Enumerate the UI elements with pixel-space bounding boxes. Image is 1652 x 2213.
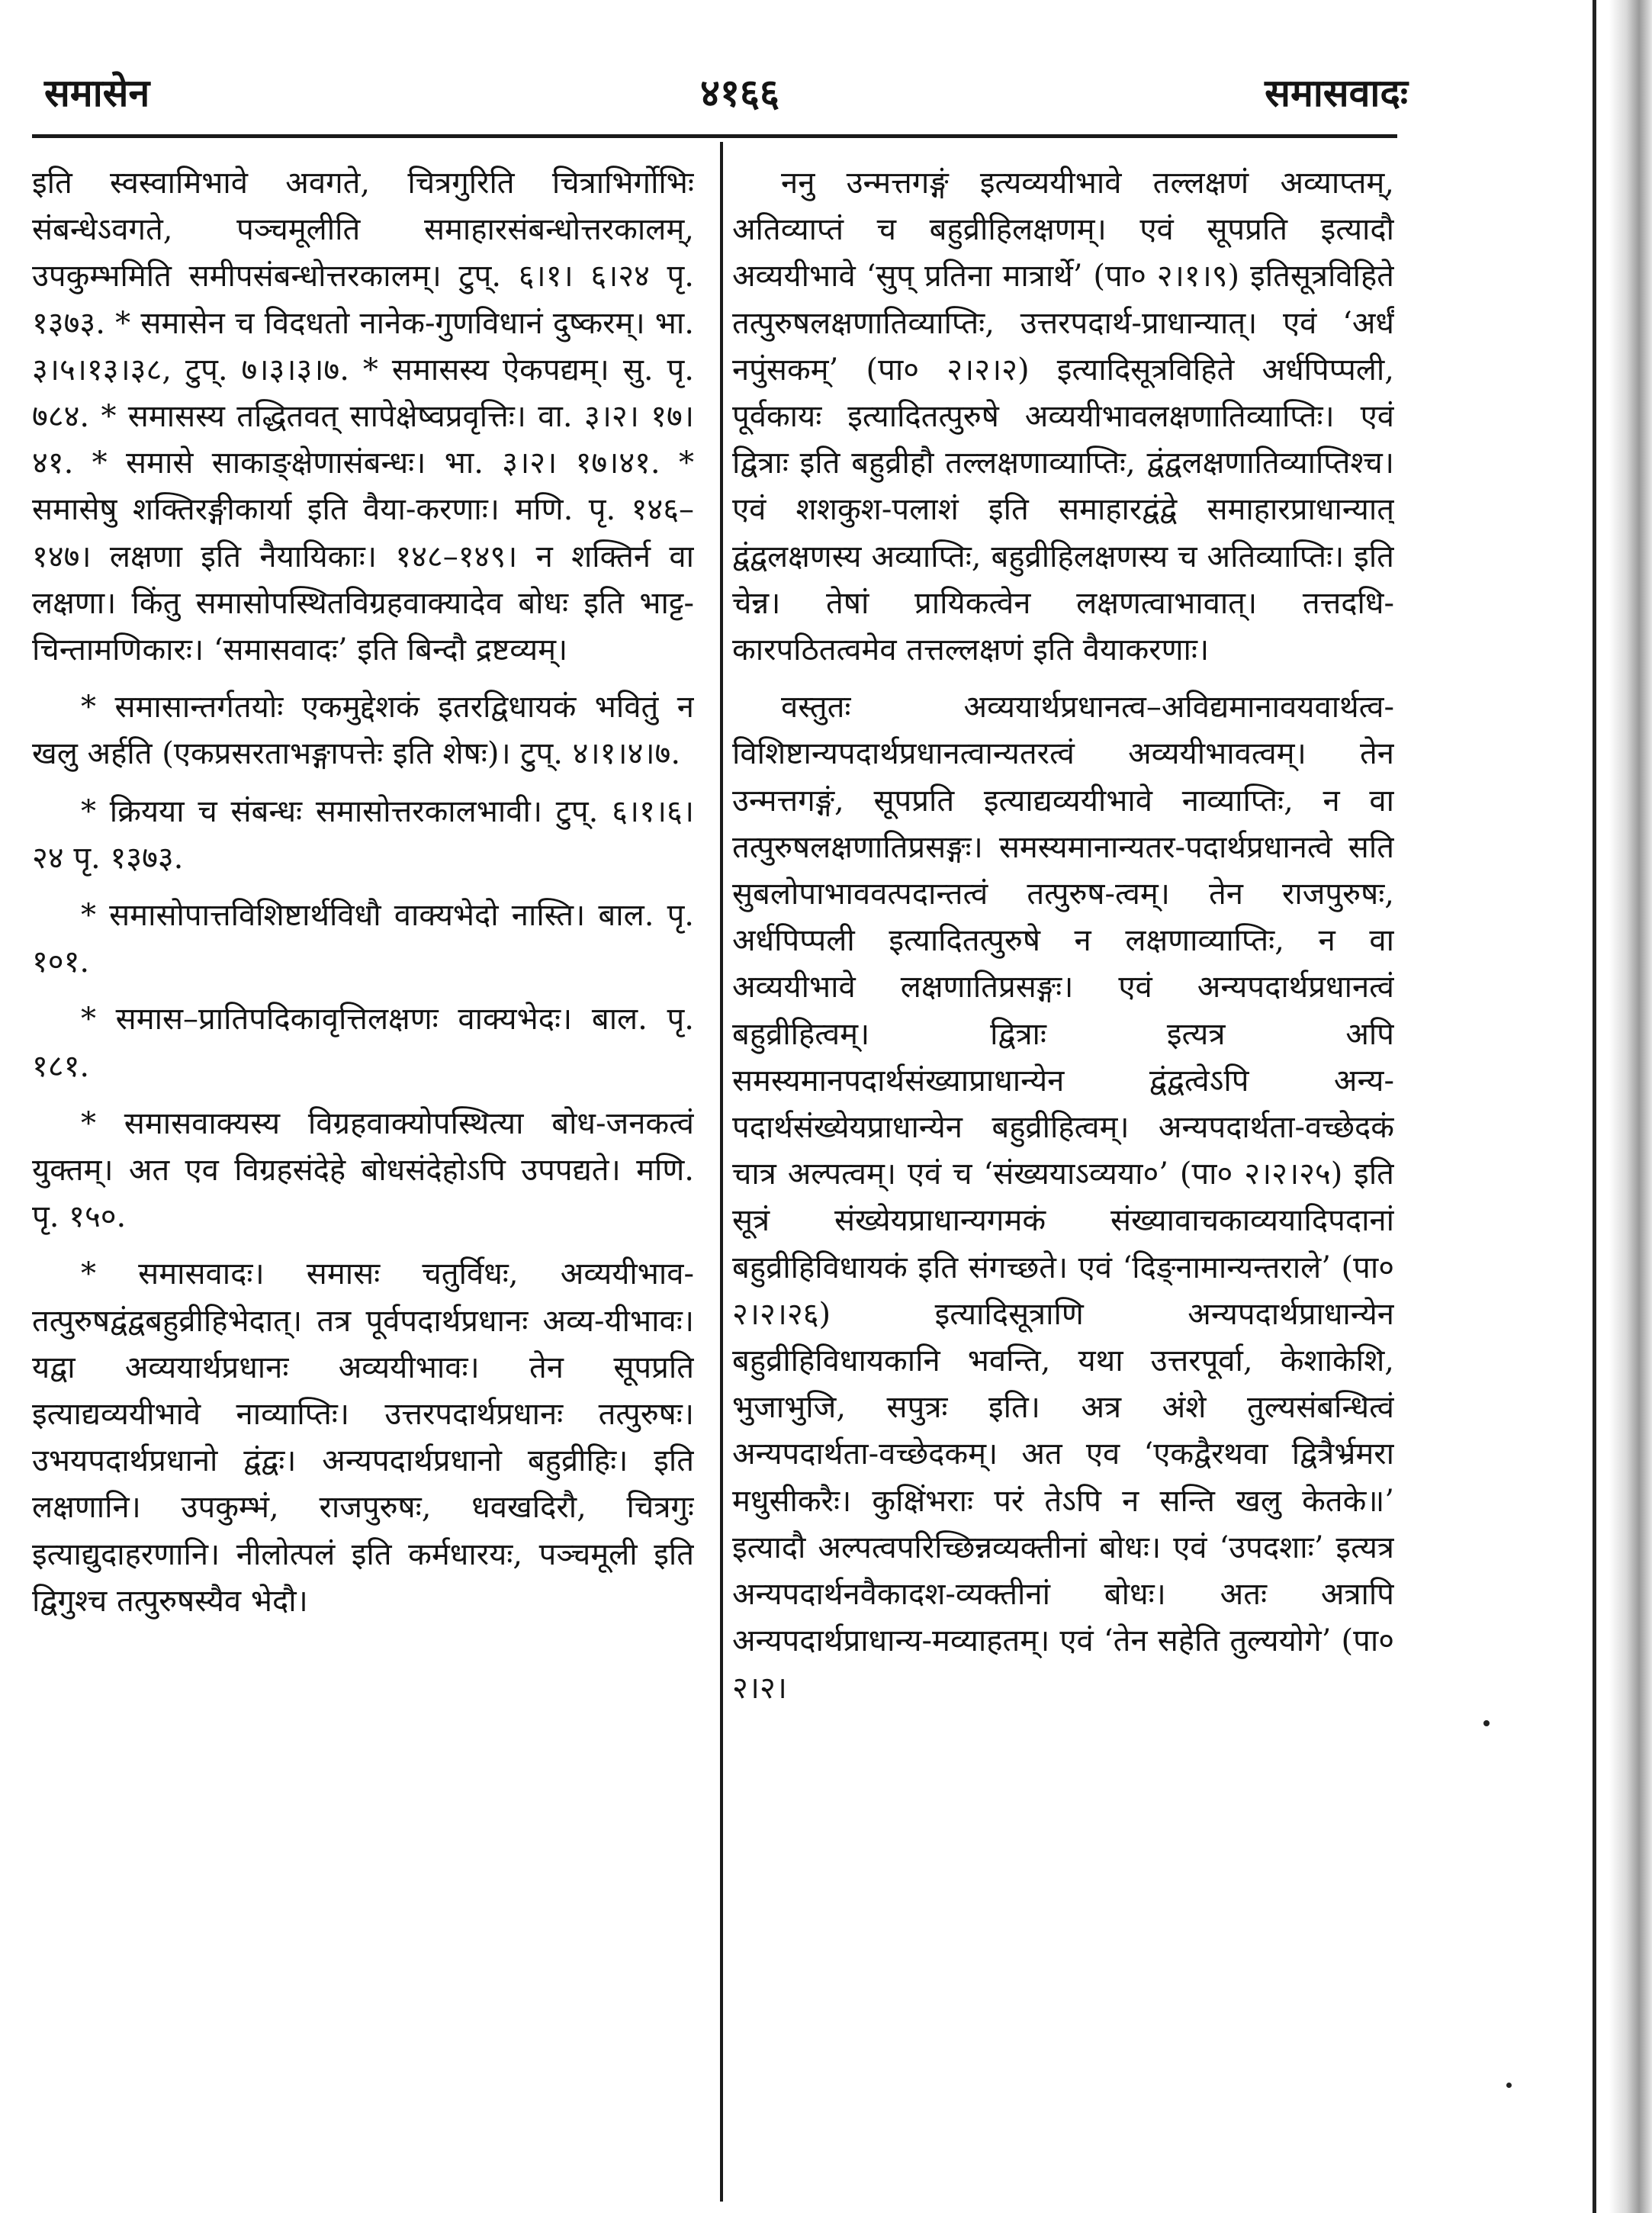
column-divider: [720, 142, 723, 2202]
scan-speck: [1506, 2083, 1512, 2088]
header-rule: [32, 134, 1397, 138]
left-paragraph: इति स्वस्वामिभावे अवगते, चित्रगुरिति चित्राभिर्गोभिः संबन्धेऽवगते, पञ्चमूलीति समाहारसंबन्धोत्तरकालम्, उपकुम्भमिति समीपसंबन्धोत्तरकालम्। टुप्. ६।१। ६।२४ पृ. १३७३. * समासेन च विदधतो नानेक-गुणविधानं दुष्करम्। भा. ३।५।१३।३८, टुप्. ७।३।३।७. * समासस्य ऐकपद्यम्। सु. पृ. ७८४. * समासस्य तद्धितवत् सापेक्षेष्वप्रवृत्तिः। वा. ३।२। १७।४१. * समासे साकाङ्क्षेणासंबन्धः। भा. ३।२। १७।४१. * समासेषु शक्तिरङ्गीकार्या इति वैया-करणाः। मणि. पृ. १४६–१४७। लक्षणा इति नैयायिकाः। १४८–१४९। न शक्तिर्न वा लक्षणा। किंतु समासोपस्थितविग्रहवाक्यादेव बोधः इति भाट्ट-चिन्तामणिकारः। ‘समासवादः’ इति बिन्दौ द्रष्टव्यम्।: [32, 166, 694, 668]
right-paragraph: ननु उन्मत्तगङ्गं इत्यव्ययीभावे तल्लक्षणं अव्याप्तम्, अतिव्याप्तं च बहुव्रीहिलक्षणम्। एवं सूपप्रति इत्यादौ अव्ययीभावे ‘सुप् प्रतिना मात्रार्थे’ (पा० २।१।९) इतिसूत्रविहिते तत्पुरुषलक्षणातिव्याप्तिः, उत्तरपदार्थ-प्राधान्यात्। एवं ‘अर्धं नपुंसकम्’ (पा० २।२।२) इत्यादिसूत्रविहिते अर्धपिप्पली, पूर्वकायः इत्यादितत्पुरुषे अव्ययीभावलक्षणातिव्याप्तिः। एवं द्वित्राः इति बहुव्रीहौ तल्लक्षणाव्याप्तिः, द्वंद्वलक्षणातिव्याप्तिश्च। एवं शशकुश-पलाशं इति समाहारद्वंद्वे समाहारप्राधान्यात् द्वंद्वलक्षणस्य अव्याप्तिः, बहुव्रीहिलक्षणस्य च अतिव्याप्तिः। इति चेन्न। तेषां प्रायिकत्वेन लक्षणत्वाभावात्। तत्तदधि-कारपठितत्वमेव तत्तल्लक्षणं इति वैयाकरणाः।: [732, 166, 1394, 668]
right-column: [732, 160, 1394, 2205]
page-edge-shadow: [1609, 0, 1652, 2213]
left-paragraph: * समासवादः। समासः चतुर्विधः, अव्ययीभाव-तत्पुरुषद्वंद्वबहुव्रीहिभेदात्। तत्र पूर्वपदार्थप्रधानः अव्य-यीभावः। यद्वा अव्ययार्थप्रधानः अव्ययीभावः। तेन सूपप्रति इत्याद्यव्ययीभावे नाव्याप्तिः। उत्तरपदार्थप्रधानः तत्पुरुषः। उभयपदार्थप्रधानो द्वंद्वः। अन्यपदार्थप्रधानो बहुव्रीहिः। इति लक्षणानि। उपकुम्भं, राजपुरुषः, धवखदिरौ, चित्रगुः इत्याद्युदाहरणानि। नीलोत्पलं इति कर्मधारयः, पञ्चमूली इति द्विगुश्च तत्पुरुषस्यैव भेदौ।: [32, 1256, 694, 1619]
left-column: [32, 160, 694, 2205]
scan-speck: [1483, 1720, 1490, 1726]
left-paragraph: * समासवाक्यस्य विग्रहवाक्योपस्थित्या बोध-जनकत्वं युक्तम्। अत एव विग्रहसंदेहे बोधसंदेहोऽपि उपपद्यते। मणि. पृ. १५०.: [32, 1105, 694, 1235]
left-paragraph: * क्रियया च संबन्धः समासोत्तरकालभावी। टुप्. ६।१।६।२४ पृ. १३७३.: [32, 793, 694, 876]
right-paragraph: वस्तुतः अव्ययार्थप्रधानत्व–अविद्यमानावयवार्थत्व-विशिष्टान्यपदार्थप्रधानत्वान्यतरत्वं अव्ययीभावत्वम्। तेन उन्मत्तगङ्गं, सूपप्रति इत्याद्यव्ययीभावे नाव्याप्तिः, न वा तत्पुरुषलक्षणातिप्रसङ्गः। समस्यमानान्यतर-पदार्थप्रधानत्वे सति सुबलोपाभाववत्पदान्तत्वं तत्पुरुष-त्वम्। तेन राजपुरुषः, अर्धपिप्पली इत्यादितत्पुरुषे न लक्षणाव्याप्तिः, न वा अव्ययीभावे लक्षणातिप्रसङ्गः। एवं अन्यपदार्थप्रधानत्वं बहुव्रीहित्वम्। द्वित्राः इत्यत्र अपि समस्यमानपदार्थसंख्याप्राधान्येन द्वंद्वत्वेऽपि अन्य-पदार्थसंख्येयप्राधान्येन बहुव्रीहित्वम्। अन्यपदार्थता-वच्छेदकं चात्र अल्पत्वम्। एवं च ‘संख्ययाऽव्यया०’ (पा० २।२।२५) इति सूत्रं संख्येयप्राधान्यगमकं संख्यावाचकाव्ययादिपदानां बहुव्रीहिविधायकं इति संगच्छते। एवं ‘दिङ्नामान्यन्तराले’ (पा० २।२।२६) इत्यादिसूत्राणि अन्यपदार्थप्राधान्येन बहुव्रीहिविधायकानि भवन्ति, यथा उत्तरपूर्वा, केशाकेशि, भुजाभुजि, सपुत्रः इति। अत्र अंशे तुल्यसंबन्धित्वं अन्यपदार्थता-वच्छेदकम्। अत एव ‘एकद्वैरथवा द्वित्रैर्भ्रमरा मधुसीकरैः। कुक्षिंभराः परं तेऽपि न सन्ति खलु केतके॥’ इत्यादौ अल्पत्वपरिच्छिन्नव्यक्तीनां बोधः। एवं ‘उपदशाः’ इत्यत्र अन्यपदार्थनवैकादश-व्यक्तीनां बोधः। अतः अत्रापि अन्यपदार्थप्राधान्य-मव्याहतम्। एवं ‘तेन सहेति तुल्ययोगे’ (पा० २।२।: [732, 690, 1394, 1706]
page-number: ४१६६: [700, 70, 779, 115]
page-edge-line: [1593, 0, 1596, 2213]
running-head-left: समासेन: [44, 70, 150, 115]
running-head-right: समासवादः: [1265, 70, 1408, 115]
left-paragraph: * समासोपात्तविशिष्टार्थविधौ वाक्यभेदो नास्ति। बाल. पृ. १०१.: [32, 898, 694, 980]
left-paragraph: * समास–प्रातिपदिकावृत्तिलक्षणः वाक्यभेदः। बाल. पृ. १८१.: [32, 1002, 694, 1084]
left-paragraph: * समासान्तर्गतयोः एकमुद्देशकं इतरद्विधायकं भवितुं न खलु अर्हति (एकप्रसरताभङ्गापत्तेः इति शेषः)। टुप्. ४।१।४।७.: [32, 690, 694, 772]
